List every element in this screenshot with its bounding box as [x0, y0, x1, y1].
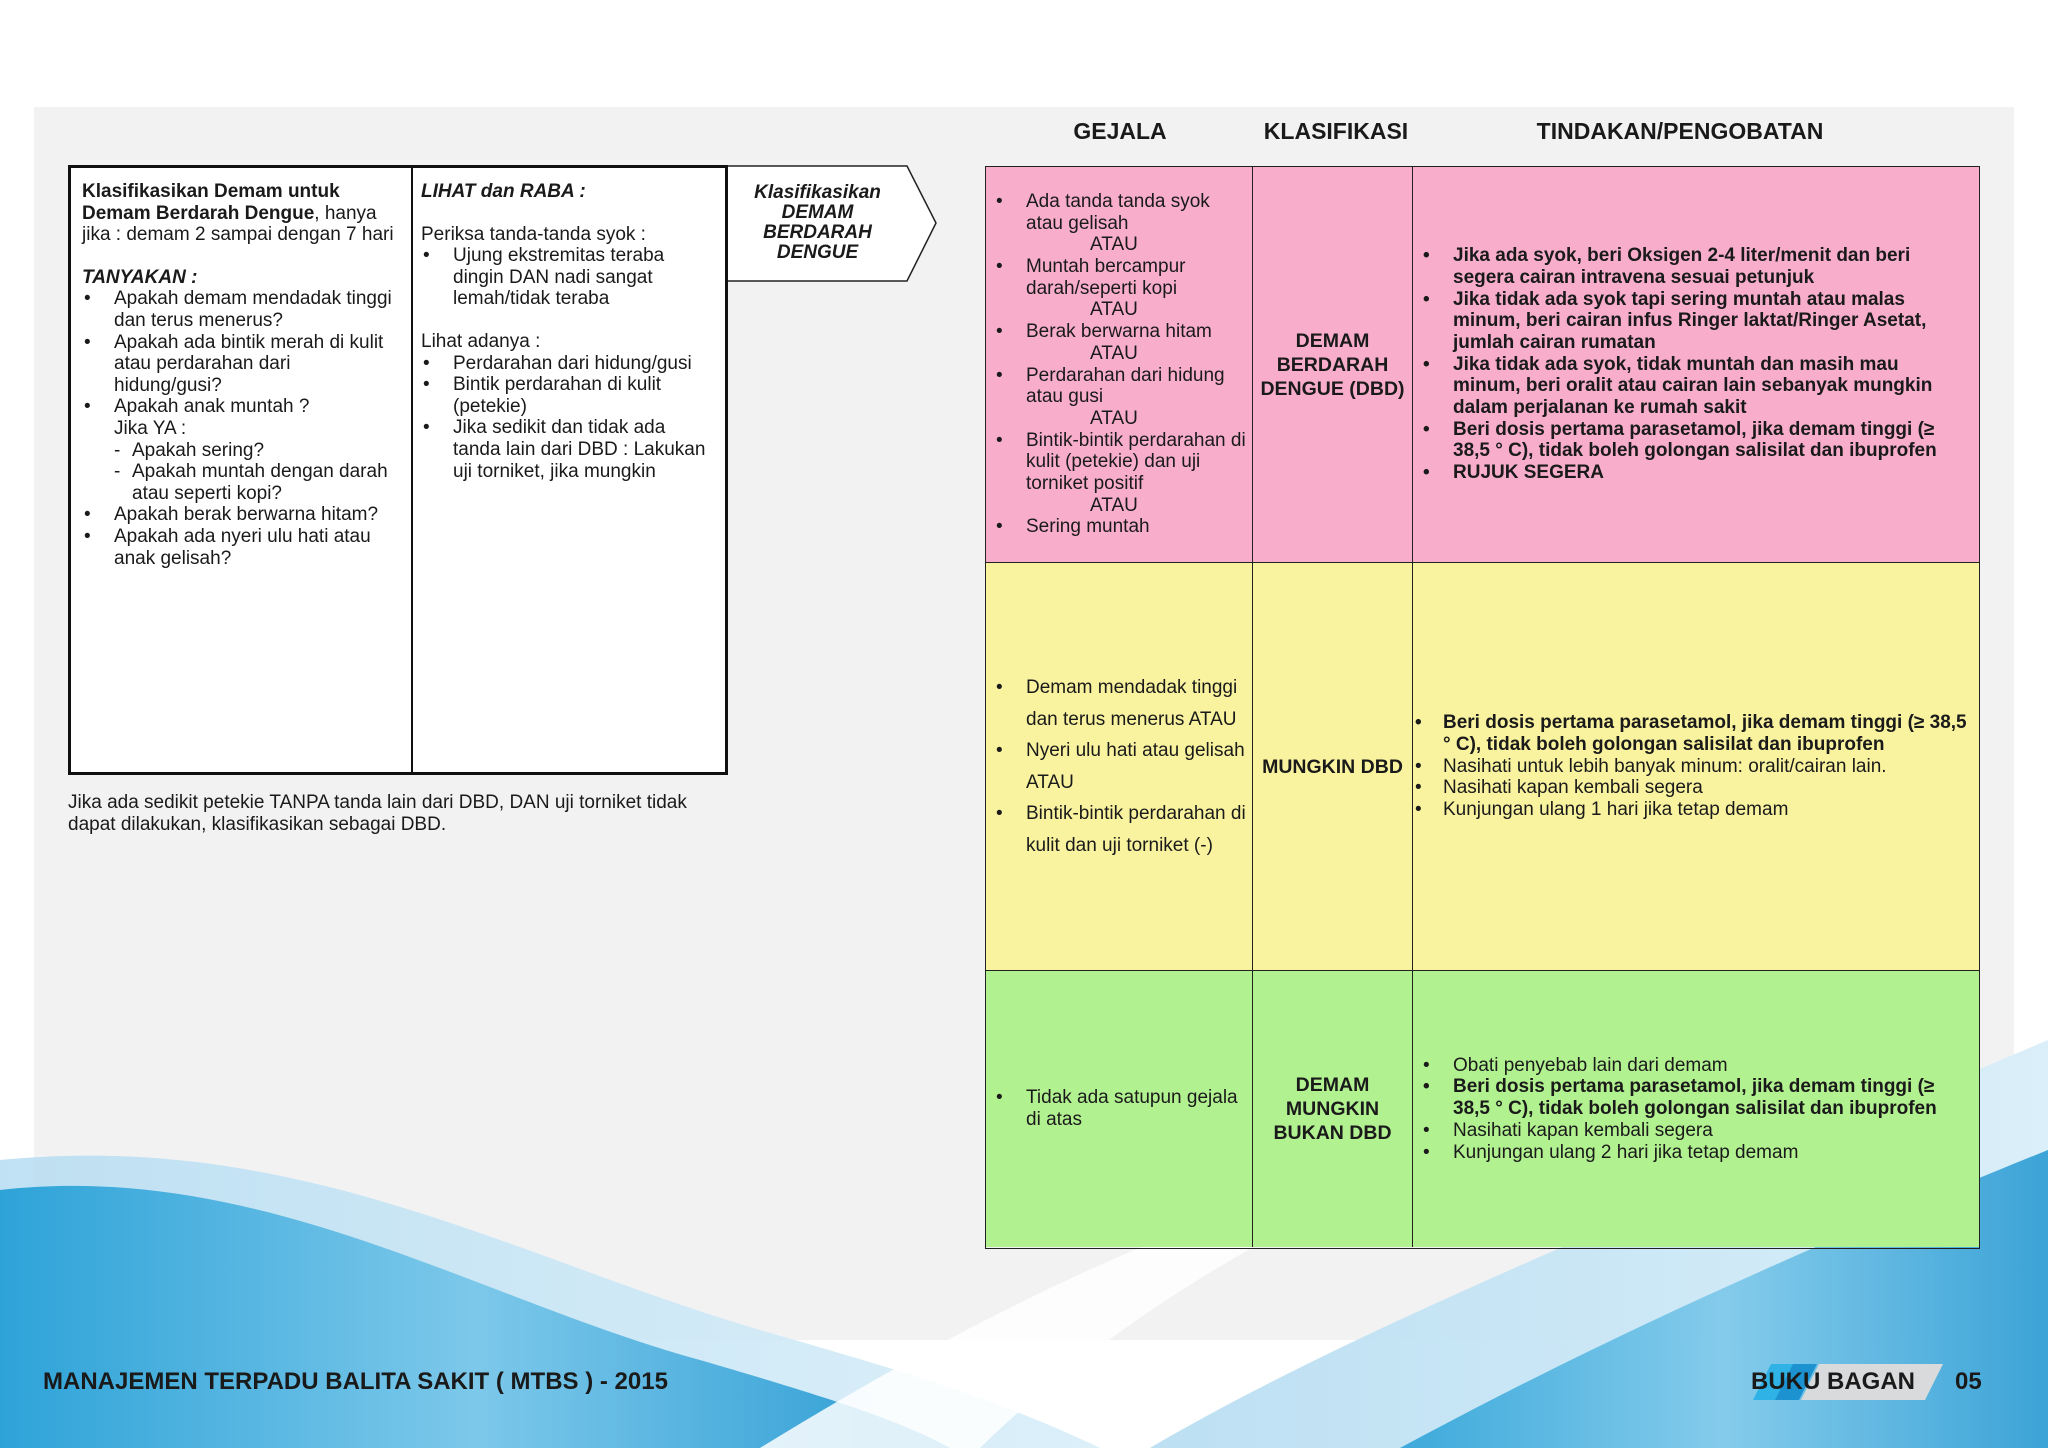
list-item: • Beri dosis pertama parasetamol, jika demam tinggi (≥ 38,5 ° C), tidak boleh golongan salisilat dan ibuprofen	[1413, 712, 1969, 755]
table-row-mungkin-dbd	[986, 563, 1979, 971]
list-item: • Bintik-bintik perdarahan di kulit dan uji torniket (-)	[994, 798, 1246, 861]
footnote: Jika ada sedikit petekie TANPA tanda lain dari DBD, DAN uji torniket tidak dapat dilakukan, klasifikasikan sebagai DBD.	[68, 792, 687, 835]
list-item: • Apakah ada nyeri ulu hati atau anak gelisah?	[82, 526, 401, 569]
or-label: ATAU	[1090, 342, 1138, 364]
list-subitem: - Apakah sering?	[114, 440, 401, 462]
list-item: • Nasihati kapan kembali segera	[1421, 1120, 1969, 1142]
list-item: • Nasihati untuk lebih banyak minum: oralit/cairan lain.	[1413, 756, 1969, 778]
treatment-cell	[1413, 167, 1979, 562]
header-klasifikasi: KLASIFIKASI	[1263, 118, 1409, 144]
or-label: ATAU	[1090, 407, 1138, 429]
book-label: BUKU BAGAN	[1751, 1368, 1915, 1395]
list-item: • Apakah ada bintik merah di kulit atau perdarahan dari hidung/gusi?	[82, 332, 401, 397]
list-item: • Perdarahan dari hidung atau gusi	[994, 365, 1246, 408]
classify-arrow-label: Klasifikasikan DEMAM BERDARAH DENGUE	[754, 182, 881, 263]
classification-cell: MUNGKIN DBD	[1253, 563, 1413, 970]
classification-table	[985, 166, 1980, 1249]
classification-cell: DEMAM MUNGKIN BUKAN DBD	[1253, 971, 1413, 1247]
list-item: • Beri dosis pertama parasetamol, jika demam tinggi (≥ 38,5 ° C), tidak boleh golongan salisilat dan ibuprofen	[1421, 1076, 1969, 1119]
list-item: • Muntah bercampur darah/seperti kopi	[994, 256, 1246, 299]
list-item: • Ada tanda tanda syok atau gelisah	[994, 191, 1246, 234]
symptoms-cell	[986, 563, 1253, 970]
list-item: • Jika ada syok, beri Oksigen 2-4 liter/menit dan beri segera cairan intravena sesuai petunjuk	[1421, 245, 1969, 288]
or-label: ATAU	[1090, 234, 1138, 256]
list-item: • Kunjungan ulang 2 hari jika tetap demam	[1421, 1142, 1969, 1164]
or-label: ATAU	[1090, 494, 1138, 516]
list-item: • Bintik perdarahan di kulit (petekie)	[421, 374, 715, 417]
ask-title: TANYAKAN :	[82, 266, 198, 288]
look-title: LIHAT dan RABA :	[421, 181, 586, 202]
list-item: • Nyeri ulu hati atau gelisah ATAU	[994, 735, 1246, 798]
list-item: • Nasihati kapan kembali segera	[1413, 777, 1969, 799]
list-item: • Ujung ekstremitas teraba dingin DAN nadi sangat lemah/tidak teraba	[421, 245, 715, 310]
page-number: 05	[1955, 1368, 1982, 1395]
treatment-cell	[1413, 971, 1979, 1247]
list-item: • Berak berwarna hitam	[994, 321, 1246, 343]
table-row-dbd	[986, 167, 1979, 563]
symptoms-cell	[986, 167, 1253, 562]
list-subitem: - Apakah muntah dengan darah atau seperti kopi?	[114, 461, 401, 504]
list-item: • Kunjungan ulang 1 hari jika tetap demam	[1413, 799, 1969, 821]
or-label: ATAU	[1090, 299, 1138, 321]
list-item: • Apakah anak muntah ? Jika YA :	[82, 396, 401, 439]
list-item: • Perdarahan dari hidung/gusi	[421, 353, 715, 375]
treatment-cell	[1413, 563, 1979, 970]
list-item: • Bintik-bintik perdarahan di kulit (petekie) dan uji torniket positif	[994, 430, 1246, 495]
look-column	[413, 168, 725, 772]
table-row-bukan-dbd	[986, 971, 1979, 1247]
list-item: • Apakah demam mendadak tinggi dan terus menerus?	[82, 288, 401, 331]
intro-text: Klasifikasikan Demam untuk Demam Berdarah Dengue, hanya jika : demam 2 sampai dengan 7 hari	[82, 181, 394, 246]
list-item: • Apakah berak berwarna hitam?	[82, 504, 401, 526]
classification-cell: DEMAM BERDARAH DENGUE (DBD)	[1253, 167, 1413, 562]
list-item: • Jika sedikit dan tidak ada tanda lain dari DBD : Lakukan uji torniket, jika mungkin	[421, 417, 715, 482]
symptoms-cell	[986, 971, 1253, 1247]
list-item: • Demam mendadak tinggi dan terus menerus ATAU	[994, 672, 1246, 735]
list-item: • Jika tidak ada syok tapi sering muntah atau malas minum, beri cairan infus Ringer laktat/Ringer Asetat, jumlah cairan rumatan	[1421, 289, 1969, 354]
list-item: • Jika tidak ada syok, tidak muntah dan masih mau minum, beri oralit atau cairan lain sebanyak mungkin dalam perjalanan ke rumah sakit	[1421, 354, 1969, 419]
ask-column	[71, 168, 413, 772]
shock-check-label: Periksa tanda-tanda syok :	[421, 223, 646, 245]
list-item: • Sering muntah	[994, 516, 1246, 538]
list-item: • RUJUK SEGERA	[1421, 462, 1969, 484]
ask-list	[82, 288, 401, 569]
list-item: • Beri dosis pertama parasetamol, jika demam tinggi (≥ 38,5 ° C), tidak boleh golongan salisilat dan ibuprofen	[1421, 419, 1969, 462]
header-tindakan: TINDAKAN/PENGOBATAN	[1536, 118, 1824, 144]
header-gejala: GEJALA	[1073, 118, 1167, 144]
list-item: • Tidak ada satupun gejala di atas	[994, 1087, 1246, 1130]
list-item: • Obati penyebab lain dari demam	[1421, 1055, 1969, 1077]
footer-title: MANAJEMEN TERPADU BALITA SAKIT ( MTBS ) - 2015	[43, 1368, 668, 1395]
look-for-label: Lihat adanya :	[421, 330, 541, 352]
